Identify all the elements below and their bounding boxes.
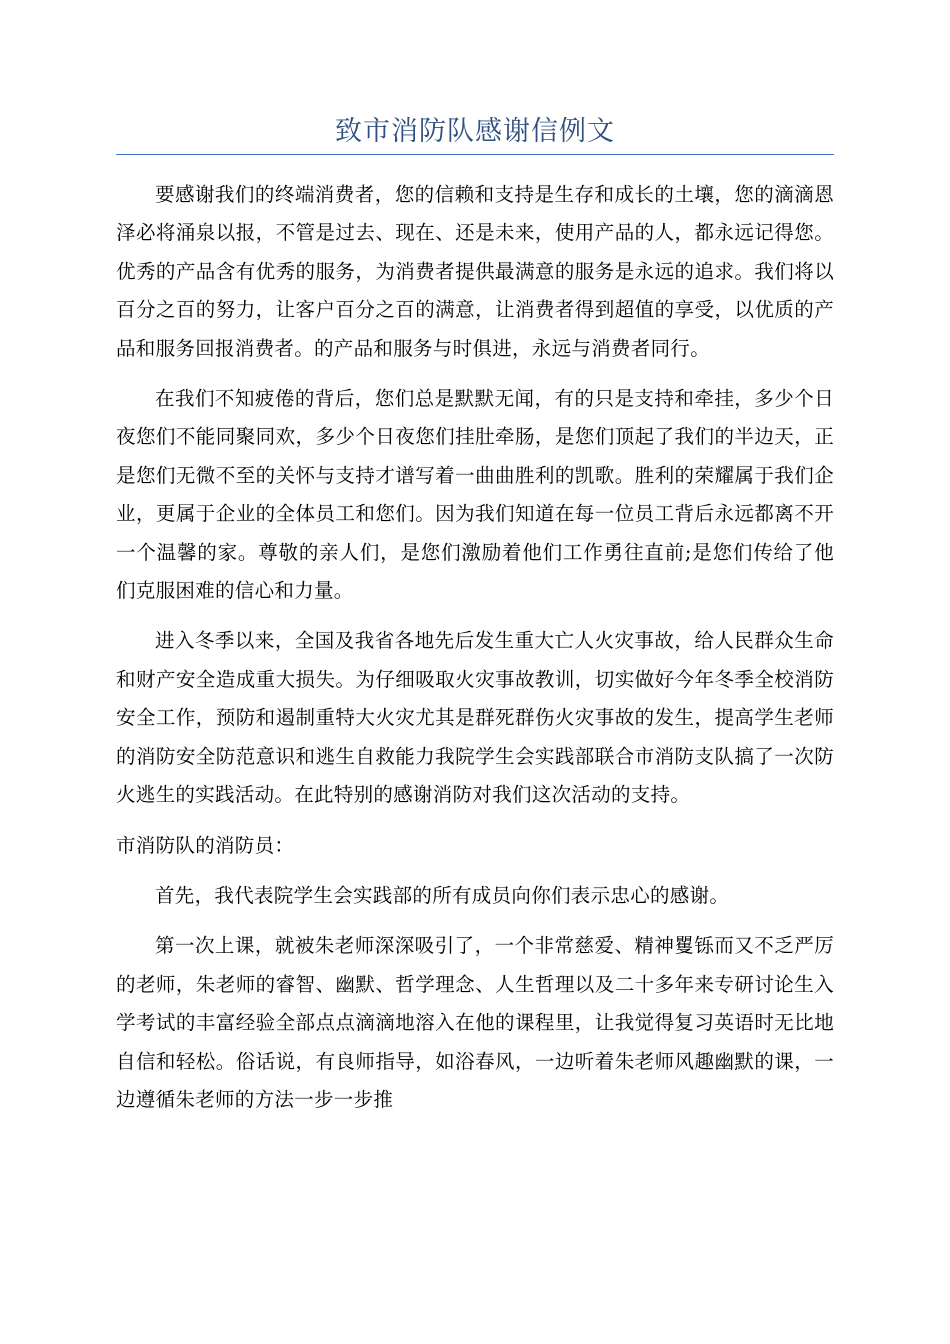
paragraph-4: 首先，我代表院学生会实践部的所有成员向你们表示忠心的感谢。 [155, 883, 730, 907]
paragraph-2: 在我们不知疲倦的背后，您们总是默默无闻，有的只是支持和牵挂，多少个日夜您们不能同聚同欢，多少个日夜您们挂肚牵肠，是您们顶起了我们的半边天，正是您们无微不至的关怀与支持才谱写着一曲曲胜利的凯歌。胜利的荣耀属于我们企业，更属于企业的全体员工和您们。因为我们知道在每一位员工背后永远都离不开一个温馨的家。尊敬的亲人们，是您们激励着他们工作勇往直前;是您们传给了他们克服困难的信心和力量。 [116, 387, 834, 603]
paragraph-1: 要感谢我们的终端消费者，您的信赖和支持是生存和成长的土壤，您的滴滴恩泽必将涌泉以报，不管是过去、现在、还是未来，使用产品的人，都永远记得您。优秀的产品含有优秀的服务，为消费者提供最满意的服务是永远的追求。我们将以百分之百的努力，让客户百分之百的满意，让消费者得到超值的享受，以优质的产品和服务回报消费者。的产品和服务与时俱进，永远与消费者同行。 [116, 183, 834, 360]
document-title: 致市消防队感谢信例文 [335, 116, 615, 147]
salutation: 市消防队的消防员： [116, 833, 295, 857]
paragraph-3: 进入冬季以来，全国及我省各地先后发生重大亡人火灾事故，给人民群众生命和财产安全造成重大损失。为仔细吸取火灾事故教训，切实做好今年冬季全校消防安全工作，预防和遏制重特大火灾尤其是群死群伤火灾事故的发生，提高学生老师的消防安全防范意识和逃生自救能力我院学生会实践部联合市消防支队搞了一次防火逃生的实践活动。在此特别的感谢消防对我们这次活动的支持。 [116, 629, 834, 807]
title-underline [116, 154, 834, 155]
document-body [116, 176, 834, 1131]
paragraph-5: 第一次上课，就被朱老师深深吸引了，一个非常慈爱、精神矍铄而又不乏严厉的老师，朱老师的睿智、幽默、哲学理念、人生哲理以及二十多年来专研讨论生入学考试的丰富经验全部点点滴滴地溶入在他的课程里，让我觉得复习英语时无比地自信和轻松。俗话说，有良师指导，如浴春风，一边听着朱老师风趣幽默的课，一边遵循朱老师的方法一步一步推 [116, 934, 834, 1111]
